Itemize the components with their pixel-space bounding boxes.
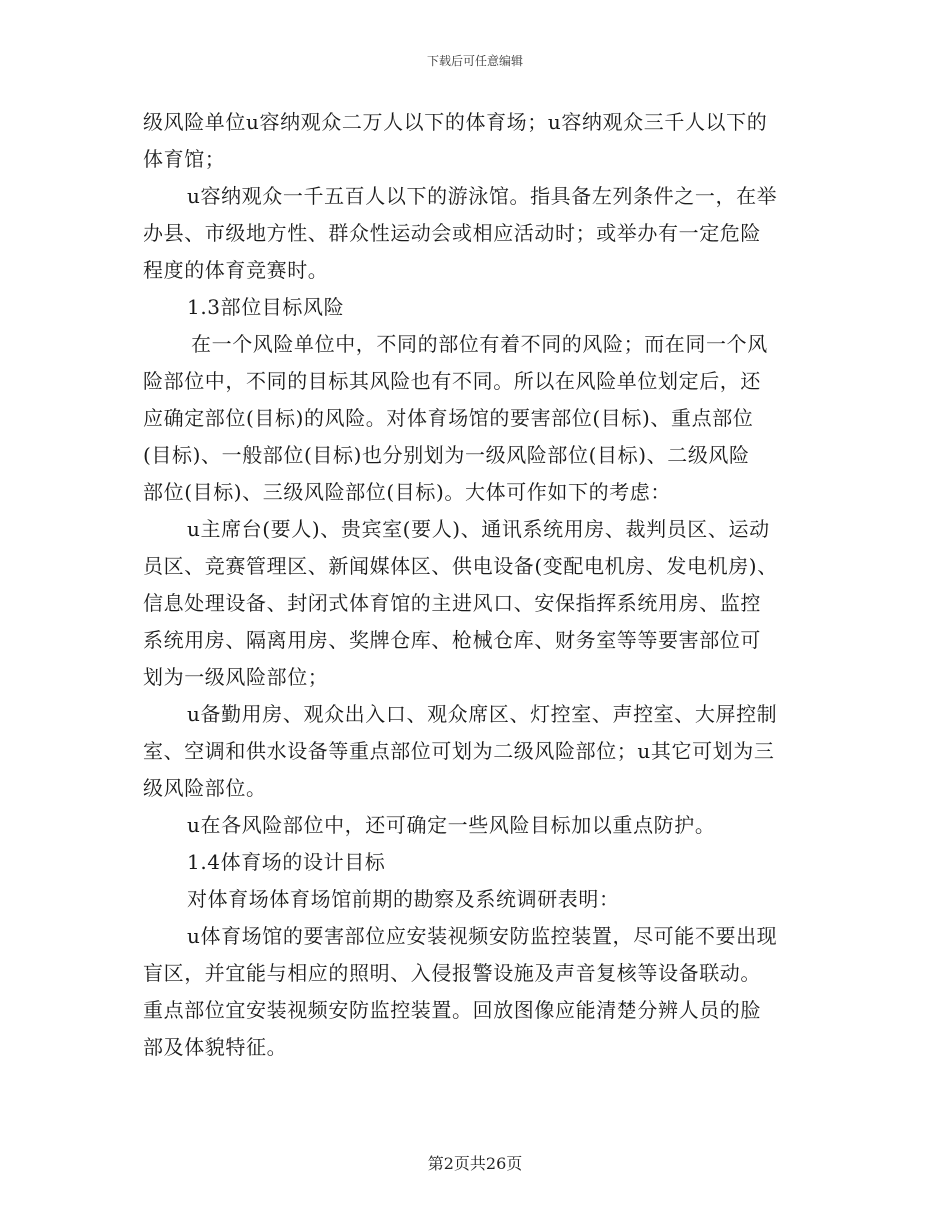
body-line: 在一个风险单位中，不同的部位有着不同的风险；而在同一个风 xyxy=(191,332,768,356)
body-line: 险部位中，不同的目标其风险也有不同。所以在风险单位划定后，还 xyxy=(143,369,761,393)
body-line: u体育场馆的要害部位应安装视频安防监控装置，尽可能不要出现 xyxy=(187,924,778,948)
body-line: u容纳观众一千五百人以下的游泳馆。指具备左列条件之一，在举 xyxy=(187,184,778,208)
body-line: 信息处理设备、封闭式体育馆的主进风口、安保指挥系统用房、监控 xyxy=(143,591,761,615)
document-body xyxy=(143,104,811,1066)
body-line: 系统用房、隔离用房、奖牌仓库、枪械仓库、财务室等等要害部位可 xyxy=(143,628,761,652)
body-line: 应确定部位(目标)的风险。对体育场馆的要害部位(目标)、重点部位 xyxy=(143,406,754,430)
section-heading-1-3: 1.3部位目标风险 xyxy=(187,295,345,319)
body-line: 员区、竞赛管理区、新闻媒体区、供电设备(变配电机房、发电机房)、 xyxy=(143,554,778,578)
body-line: 盲区，并宜能与相应的照明、入侵报警设施及声音复核等设备联动。 xyxy=(143,961,761,985)
body-line: 部位(目标)、三级风险部位(目标)。大体可作如下的考虑： xyxy=(143,480,672,504)
body-line: 级风险单位u容纳观众二万人以下的体育场；u容纳观众三千人以下的 xyxy=(143,110,768,134)
body-line: 重点部位宜安装视频安防监控装置。回放图像应能清楚分辨人员的脸 xyxy=(143,998,761,1022)
body-line: 对体育场体育场馆前期的勘察及系统调研表明： xyxy=(187,887,620,911)
body-line: u备勤用房、观众出入口、观众席区、灯控室、声控室、大屏控制 xyxy=(187,702,778,726)
page-header: 下载后可任意编辑 xyxy=(426,54,523,68)
body-line: 部及体貌特征。 xyxy=(143,1035,288,1059)
body-line: u主席台(要人)、贵宾室(要人)、通讯系统用房、裁判员区、运动 xyxy=(187,517,770,541)
body-line: 划为一级风险部位； xyxy=(143,665,329,689)
body-line: 室、空调和供水设备等重点部位可划为二级风险部位；u其它可划为三 xyxy=(143,739,775,763)
body-line: 程度的体育竞赛时。 xyxy=(143,258,329,282)
body-line: 体育馆； xyxy=(143,147,226,171)
section-heading-1-4: 1.4体育场的设计目标 xyxy=(187,850,386,874)
body-line: 办县、市级地方性、群众性运动会或相应活动时；或举办有一定危险 xyxy=(143,221,761,245)
page-number: 第2页共26页 xyxy=(427,1154,523,1173)
body-line: u在各风险部位中，还可确定一些风险目标加以重点防护。 xyxy=(187,813,716,837)
body-line: (目标)、一般部位(目标)也分别划为一级风险部位(目标)、二级风险 xyxy=(143,443,750,467)
body-line: 级风险部位。 xyxy=(143,776,267,800)
